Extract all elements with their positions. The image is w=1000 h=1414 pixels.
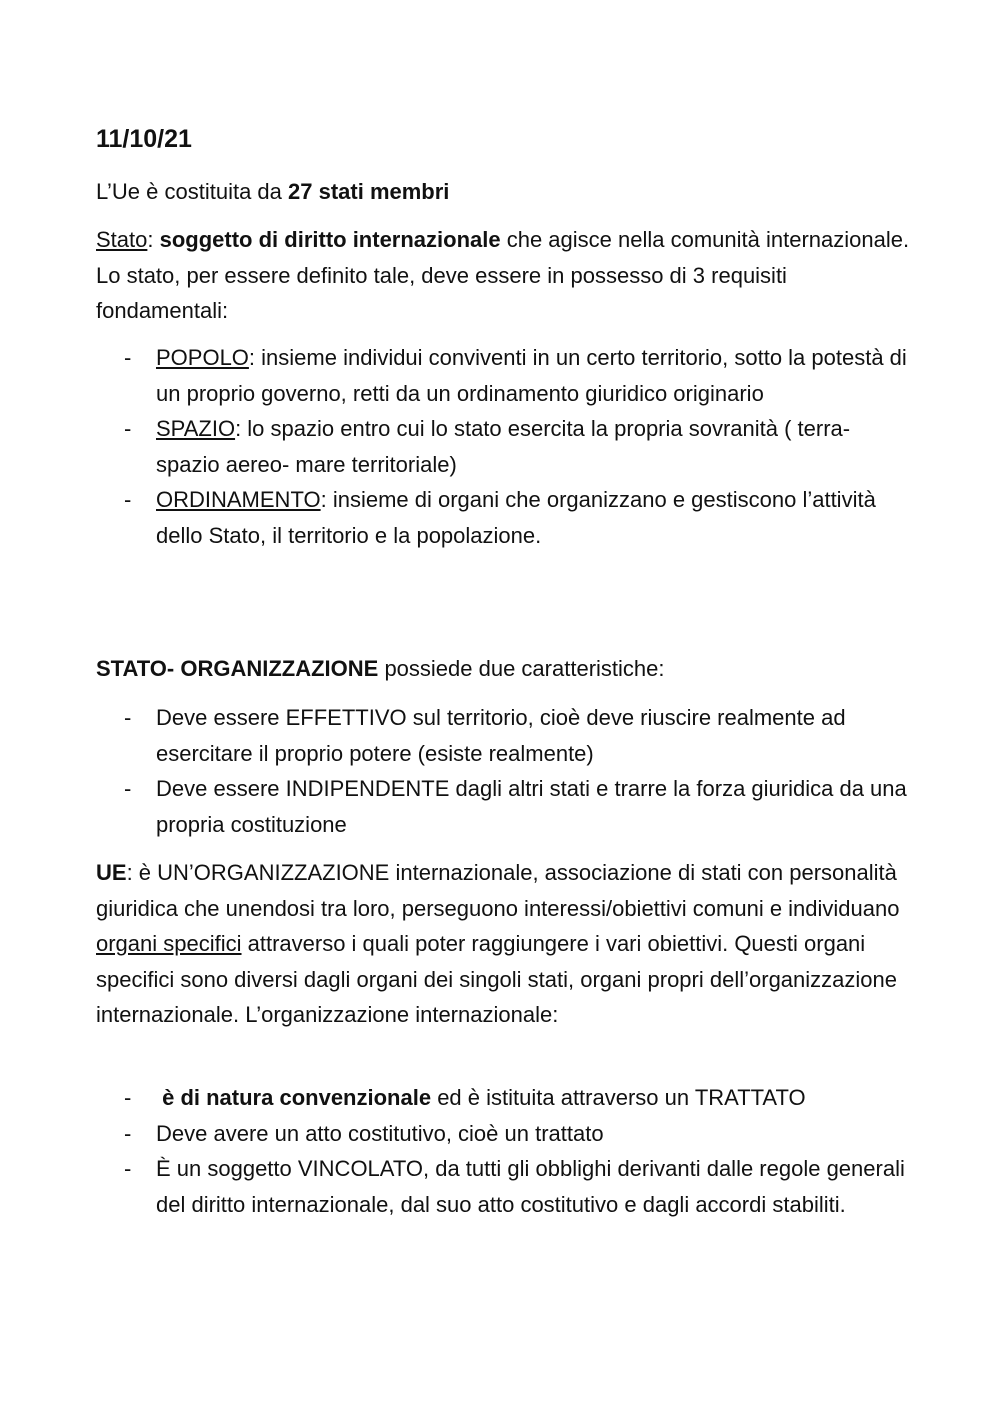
list-item [96, 340, 916, 411]
requisito-term: SPAZIO [156, 416, 236, 441]
org-item2: Deve avere un atto costitutivo, cioè un trattato [156, 1120, 604, 1146]
stato-organizzazione-paragraph [96, 651, 916, 687]
caratteristica-text: Deve essere INDIPENDENTE dagli altri stati e trarre la forza giuridica da una propria costituzione [156, 776, 907, 837]
stato-colon: : [147, 227, 160, 252]
ue-underline: organi specifici [96, 931, 242, 956]
org-item1-bold: è di natura convenzionale [156, 1085, 432, 1110]
ue-part2: attraverso i quali poter raggiungere i vari obiettivi. Questi organi specifici sono diversi dagli organi dei singoli stati, organi propri dell’organizzazione internazionale. L’organizzazione internazionale: [96, 931, 897, 1027]
requisito-text: : insieme individui conviventi in un certo territorio, sotto la potestà di un proprio governo, retti da un ordinamento giuridico originario [156, 345, 907, 406]
stato-definition-paragraph [96, 222, 916, 329]
ue-definition-paragraph [96, 855, 916, 1033]
intro-bold: 27 stati membri [288, 179, 450, 204]
ue-bold: UE [96, 860, 127, 885]
list-item [96, 700, 916, 771]
requisito-term: ORDINAMENTO [156, 487, 321, 512]
organizzazione-internazionale-list [96, 1080, 916, 1222]
requisito-term: POPOLO [156, 345, 249, 370]
list-item [96, 411, 916, 482]
org-item3: È un soggetto VINCOLATO, da tutti gli obblighi derivanti dalle regole generali del diritto internazionale, dal suo atto costitutivo e dagli accordi stabiliti. [156, 1156, 905, 1217]
bullet-dash: - [124, 1120, 132, 1146]
list-item [96, 482, 916, 553]
date-heading: 11/10/21 [96, 125, 192, 153]
bullet-dash: - [124, 705, 132, 730]
stato-term: Stato [96, 227, 148, 252]
caratteristica-text: Deve essere EFFETTIVO sul territorio, cioè deve riuscire realmente ad esercitare il proprio potere (esiste realmente) [156, 705, 846, 766]
bullet-dash: - [124, 345, 132, 370]
stato-org-rest: possiede due caratteristiche: [378, 656, 665, 681]
bullet-dash: - [124, 487, 132, 512]
list-item [96, 1116, 916, 1152]
stato-org-bold: STATO- ORGANIZZAZIONE [96, 656, 379, 681]
caratteristiche-list [96, 700, 916, 842]
intro-paragraph [96, 174, 916, 210]
stato-rest: che agisce nella comunità internazionale. Lo stato, per essere definito tale, deve essere in possesso di 3 requisiti fondamentali: [96, 227, 910, 323]
intro-text: L’Ue è costituita da [96, 179, 289, 204]
list-item [96, 771, 916, 842]
requisiti-list [96, 340, 916, 553]
bullet-dash: - [124, 1156, 132, 1181]
list-item [96, 1151, 916, 1222]
bullet-dash: - [124, 416, 132, 441]
ue-part1: : è UN’ORGANIZZAZIONE internazionale, associazione di stati con personalità giuridica che unendosi tra loro, perseguono interessi/obiettivi comuni e individuano [96, 860, 900, 921]
bullet-dash: - [124, 1085, 132, 1110]
org-item1-rest: ed è istituita attraverso un TRATTATO [431, 1085, 806, 1110]
stato-bold: soggetto di diritto internazionale [159, 227, 501, 252]
list-item [96, 1080, 916, 1116]
requisito-text: : lo spazio entro cui lo stato esercita la propria sovranità ( terra- spazio aereo- mare territoriale) [156, 416, 851, 477]
requisito-text: : insieme di organi che organizzano e gestiscono l’attività dello Stato, il territorio e la popolazione. [156, 487, 876, 548]
bullet-dash: - [124, 776, 132, 801]
